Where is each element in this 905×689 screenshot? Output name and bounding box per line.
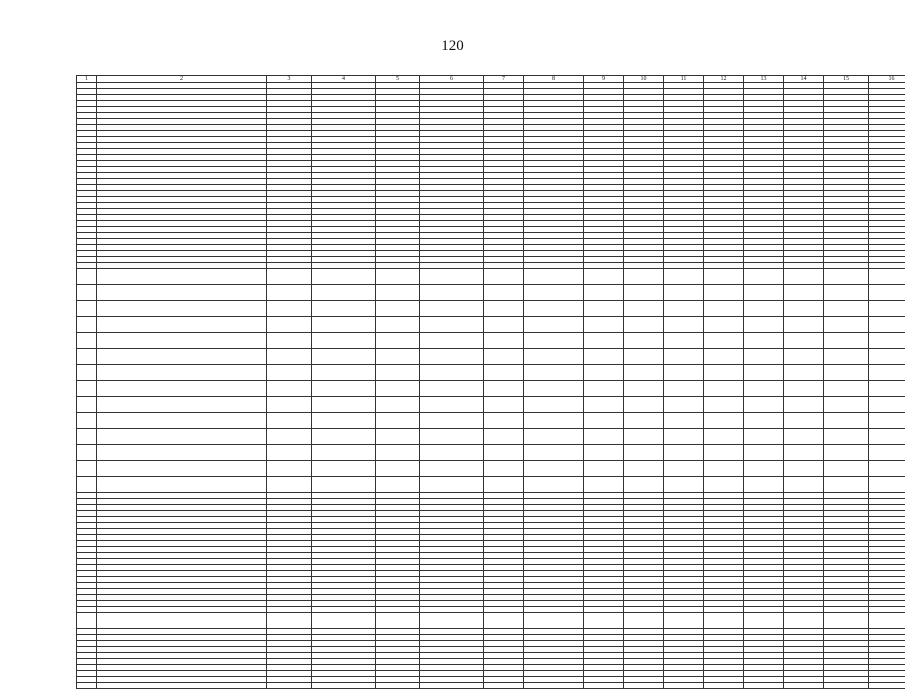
table-cell — [484, 683, 524, 689]
column-number-header: 9 — [584, 76, 624, 83]
column-number-header: 7 — [484, 76, 524, 83]
table-cell — [584, 381, 624, 397]
table-cell — [484, 365, 524, 381]
table-cell — [484, 269, 524, 285]
table-cell — [484, 317, 524, 333]
table-cell — [824, 397, 869, 413]
table-cell — [267, 413, 312, 429]
table-cell — [484, 285, 524, 301]
table-cell — [584, 285, 624, 301]
table-cell — [584, 365, 624, 381]
table-cell — [524, 285, 584, 301]
table-cell — [869, 317, 905, 333]
table-cell — [744, 413, 784, 429]
table-cell — [784, 333, 824, 349]
table-cell — [97, 269, 267, 285]
table-cell — [744, 365, 784, 381]
table-cell — [664, 333, 704, 349]
table-cell — [664, 365, 704, 381]
table-cell — [312, 477, 376, 493]
table-cell — [267, 397, 312, 413]
table-cell — [376, 285, 420, 301]
table-cell — [824, 333, 869, 349]
column-number-header: 16 — [869, 76, 905, 83]
table-cell — [267, 429, 312, 445]
table-cell — [704, 461, 744, 477]
table-cell — [664, 269, 704, 285]
table-cell — [484, 445, 524, 461]
table-cell — [584, 461, 624, 477]
table-cell — [267, 301, 312, 317]
table-cell — [744, 285, 784, 301]
table-cell — [744, 477, 784, 493]
table-cell — [664, 461, 704, 477]
table-cell — [664, 317, 704, 333]
table-cell — [624, 365, 664, 381]
table-cell — [824, 413, 869, 429]
table-cell — [420, 613, 484, 629]
table-cell — [97, 413, 267, 429]
table-cell — [267, 285, 312, 301]
table-cell — [376, 381, 420, 397]
table-body — [77, 83, 905, 689]
table-cell — [420, 317, 484, 333]
table-cell — [312, 349, 376, 365]
table-cell — [704, 613, 744, 629]
register-table — [76, 75, 905, 689]
table-cell — [312, 397, 376, 413]
table-cell — [312, 301, 376, 317]
table-cell — [784, 445, 824, 461]
table-cell — [584, 445, 624, 461]
table-cell — [584, 429, 624, 445]
table-cell — [484, 349, 524, 365]
table-cell — [376, 365, 420, 381]
table-cell — [624, 413, 664, 429]
table-cell — [312, 461, 376, 477]
table-cell — [376, 613, 420, 629]
table-cell — [869, 445, 905, 461]
table-row — [77, 317, 905, 333]
column-number-header: 2 — [97, 76, 267, 83]
table-cell — [624, 349, 664, 365]
table-cell — [77, 317, 97, 333]
table-cell — [784, 477, 824, 493]
table-cell — [744, 333, 784, 349]
table-cell — [267, 333, 312, 349]
table-cell — [376, 477, 420, 493]
table-cell — [267, 317, 312, 333]
table-cell — [97, 397, 267, 413]
column-number-header: 4 — [312, 76, 376, 83]
table-cell — [267, 269, 312, 285]
table-cell — [420, 683, 484, 689]
table-cell — [869, 613, 905, 629]
table-cell — [824, 365, 869, 381]
table-cell — [267, 613, 312, 629]
table-cell — [664, 413, 704, 429]
column-number-header: 5 — [376, 76, 420, 83]
table-cell — [784, 349, 824, 365]
table-cell — [664, 445, 704, 461]
column-number-header: 12 — [704, 76, 744, 83]
table-cell — [77, 445, 97, 461]
table-cell — [524, 683, 584, 689]
table-cell — [584, 683, 624, 689]
table-cell — [312, 365, 376, 381]
table-cell — [704, 269, 744, 285]
table-cell — [420, 461, 484, 477]
table-row — [77, 445, 905, 461]
table-cell — [584, 413, 624, 429]
table-cell — [869, 333, 905, 349]
table-cell — [824, 301, 869, 317]
table-cell — [704, 301, 744, 317]
table-cell — [784, 301, 824, 317]
table-cell — [744, 429, 784, 445]
table-cell — [312, 333, 376, 349]
table-cell — [77, 613, 97, 629]
table-cell — [420, 445, 484, 461]
table-cell — [869, 365, 905, 381]
table-cell — [824, 269, 869, 285]
table-cell — [524, 365, 584, 381]
table-cell — [484, 301, 524, 317]
table-cell — [624, 477, 664, 493]
table-cell — [824, 461, 869, 477]
table-cell — [77, 477, 97, 493]
table-cell — [784, 365, 824, 381]
table-cell — [376, 445, 420, 461]
table-cell — [484, 461, 524, 477]
table-cell — [824, 349, 869, 365]
table-cell — [524, 613, 584, 629]
table-cell — [484, 429, 524, 445]
table-cell — [267, 445, 312, 461]
table-cell — [420, 413, 484, 429]
table-cell — [869, 461, 905, 477]
table-cell — [97, 429, 267, 445]
table-cell — [420, 381, 484, 397]
table-cell — [312, 445, 376, 461]
table-cell — [77, 429, 97, 445]
table-cell — [376, 683, 420, 689]
table-cell — [97, 445, 267, 461]
table-cell — [312, 683, 376, 689]
table-row — [77, 683, 905, 689]
table-cell — [704, 333, 744, 349]
table-row — [77, 333, 905, 349]
table-cell — [77, 285, 97, 301]
table-cell — [624, 429, 664, 445]
table-cell — [869, 381, 905, 397]
table-cell — [97, 317, 267, 333]
table-cell — [97, 461, 267, 477]
table-cell — [704, 413, 744, 429]
table-cell — [584, 301, 624, 317]
table-cell — [664, 397, 704, 413]
table-cell — [420, 349, 484, 365]
table-cell — [704, 477, 744, 493]
table-cell — [77, 269, 97, 285]
table-cell — [376, 429, 420, 445]
table-row — [77, 461, 905, 477]
table-cell — [97, 613, 267, 629]
table-cell — [664, 301, 704, 317]
column-number-header: 8 — [524, 76, 584, 83]
column-number-header: 13 — [744, 76, 784, 83]
table-cell — [312, 429, 376, 445]
column-number-header: 3 — [267, 76, 312, 83]
table-cell — [744, 381, 784, 397]
table-cell — [524, 429, 584, 445]
table-cell — [869, 429, 905, 445]
table-cell — [824, 429, 869, 445]
table-cell — [524, 381, 584, 397]
table-cell — [704, 381, 744, 397]
table-cell — [524, 477, 584, 493]
table-cell — [869, 477, 905, 493]
table-cell — [97, 477, 267, 493]
column-number-row — [77, 76, 905, 83]
table-row — [77, 301, 905, 317]
table-cell — [312, 317, 376, 333]
table-cell — [824, 683, 869, 689]
table-cell — [524, 397, 584, 413]
column-number-header: 6 — [420, 76, 484, 83]
table-cell — [869, 301, 905, 317]
table-cell — [824, 445, 869, 461]
table-row — [77, 429, 905, 445]
table-cell — [784, 461, 824, 477]
table-cell — [97, 333, 267, 349]
table-cell — [744, 317, 784, 333]
table-cell — [624, 285, 664, 301]
table-cell — [77, 349, 97, 365]
table-cell — [869, 269, 905, 285]
table-cell — [624, 269, 664, 285]
table-cell — [624, 397, 664, 413]
table-cell — [524, 445, 584, 461]
table-cell — [664, 477, 704, 493]
table-cell — [420, 477, 484, 493]
table-cell — [704, 683, 744, 689]
table-cell — [420, 333, 484, 349]
table-cell — [484, 413, 524, 429]
table-cell — [824, 477, 869, 493]
table-cell — [524, 301, 584, 317]
table-cell — [267, 349, 312, 365]
table-cell — [584, 269, 624, 285]
table-cell — [624, 317, 664, 333]
table-cell — [312, 413, 376, 429]
column-number-header: 1 — [77, 76, 97, 83]
table-cell — [664, 613, 704, 629]
table-cell — [484, 613, 524, 629]
table-cell — [267, 461, 312, 477]
table-cell — [869, 683, 905, 689]
table-cell — [420, 285, 484, 301]
table-row — [77, 365, 905, 381]
table-cell — [484, 381, 524, 397]
table-cell — [376, 333, 420, 349]
column-number-header: 15 — [824, 76, 869, 83]
table-cell — [664, 683, 704, 689]
table-cell — [97, 381, 267, 397]
table-cell — [420, 429, 484, 445]
table-cell — [376, 269, 420, 285]
table-cell — [784, 269, 824, 285]
table-cell — [744, 349, 784, 365]
table-cell — [376, 349, 420, 365]
table-cell — [664, 349, 704, 365]
table-cell — [584, 333, 624, 349]
table-cell — [267, 381, 312, 397]
table-cell — [624, 381, 664, 397]
table-cell — [744, 461, 784, 477]
table-cell — [584, 613, 624, 629]
table-row — [77, 349, 905, 365]
table-row — [77, 269, 905, 285]
table-cell — [376, 397, 420, 413]
table-cell — [420, 269, 484, 285]
table-cell — [312, 613, 376, 629]
table-cell — [664, 381, 704, 397]
table-cell — [744, 269, 784, 285]
table-cell — [312, 285, 376, 301]
table-cell — [869, 397, 905, 413]
table-cell — [869, 413, 905, 429]
table-cell — [824, 613, 869, 629]
table-cell — [376, 461, 420, 477]
table-cell — [744, 445, 784, 461]
table-cell — [77, 413, 97, 429]
page-number: 120 — [0, 38, 905, 55]
column-number-header: 14 — [784, 76, 824, 83]
table-cell — [784, 381, 824, 397]
table-cell — [484, 333, 524, 349]
table-cell — [584, 317, 624, 333]
table-cell — [869, 285, 905, 301]
table-cell — [624, 301, 664, 317]
table-cell — [824, 317, 869, 333]
table-row — [77, 613, 905, 629]
table-cell — [77, 683, 97, 689]
table-cell — [824, 285, 869, 301]
table-cell — [420, 365, 484, 381]
table-cell — [704, 349, 744, 365]
table-cell — [744, 397, 784, 413]
table-cell — [784, 683, 824, 689]
table-cell — [744, 613, 784, 629]
table-cell — [664, 429, 704, 445]
table-cell — [704, 397, 744, 413]
table-cell — [704, 429, 744, 445]
table-row — [77, 477, 905, 493]
table-cell — [97, 301, 267, 317]
table-cell — [584, 477, 624, 493]
table-cell — [744, 301, 784, 317]
table-cell — [484, 477, 524, 493]
table-cell — [784, 429, 824, 445]
table-cell — [624, 613, 664, 629]
table-cell — [420, 301, 484, 317]
table-cell — [624, 683, 664, 689]
table-cell — [77, 333, 97, 349]
table-cell — [784, 397, 824, 413]
table-cell — [77, 381, 97, 397]
table-cell — [524, 333, 584, 349]
column-number-header: 11 — [664, 76, 704, 83]
table-cell — [869, 349, 905, 365]
column-number-header: 10 — [624, 76, 664, 83]
table-cell — [744, 683, 784, 689]
table-cell — [704, 445, 744, 461]
table-cell — [784, 285, 824, 301]
table-cell — [267, 477, 312, 493]
table-cell — [97, 285, 267, 301]
table-row — [77, 285, 905, 301]
table-cell — [484, 397, 524, 413]
table-cell — [267, 365, 312, 381]
table-cell — [624, 461, 664, 477]
table-cell — [624, 445, 664, 461]
table-cell — [704, 365, 744, 381]
table-cell — [97, 365, 267, 381]
table-cell — [420, 397, 484, 413]
table-cell — [664, 285, 704, 301]
table-cell — [97, 683, 267, 689]
table-cell — [376, 413, 420, 429]
table-cell — [77, 365, 97, 381]
table-cell — [784, 317, 824, 333]
table-cell — [376, 317, 420, 333]
table-cell — [784, 413, 824, 429]
table-cell — [624, 333, 664, 349]
table-cell — [77, 301, 97, 317]
table-cell — [524, 349, 584, 365]
table-cell — [824, 381, 869, 397]
table-cell — [312, 269, 376, 285]
table-row — [77, 381, 905, 397]
table-cell — [704, 317, 744, 333]
table-cell — [524, 269, 584, 285]
table-cell — [267, 683, 312, 689]
table-cell — [584, 349, 624, 365]
table-cell — [77, 461, 97, 477]
table-cell — [77, 397, 97, 413]
table-cell — [584, 397, 624, 413]
table-cell — [524, 461, 584, 477]
table-cell — [97, 349, 267, 365]
table-cell — [704, 285, 744, 301]
table-cell — [524, 413, 584, 429]
table-cell — [312, 381, 376, 397]
table-cell — [524, 317, 584, 333]
table-cell — [784, 613, 824, 629]
table-row — [77, 413, 905, 429]
table-row — [77, 397, 905, 413]
table-cell — [376, 301, 420, 317]
